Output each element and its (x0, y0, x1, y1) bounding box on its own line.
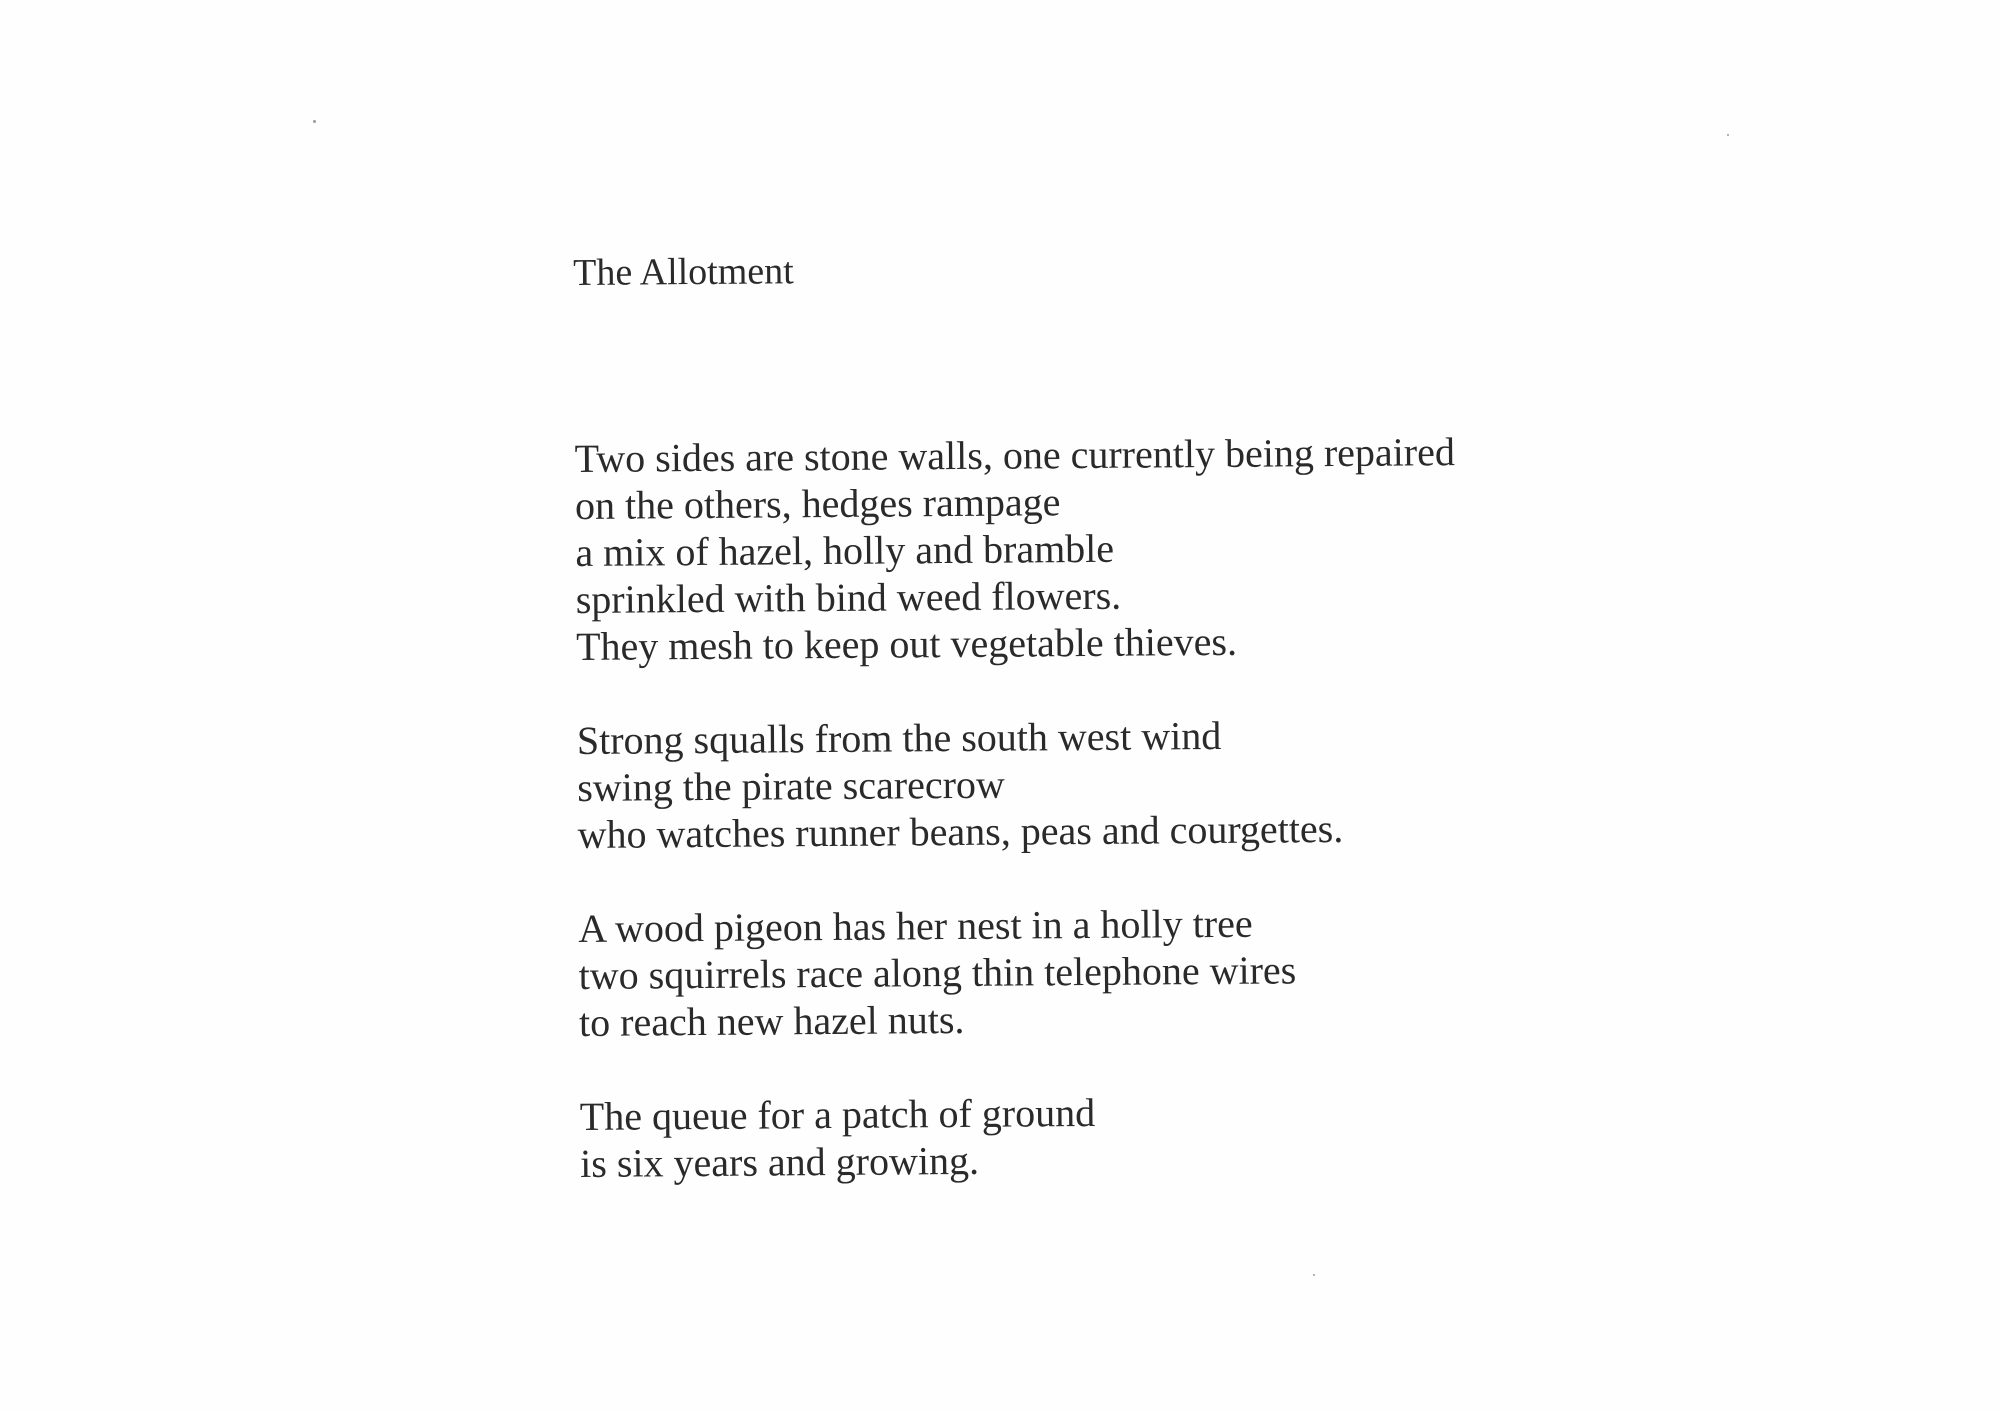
stanza (578, 897, 1579, 1046)
scan-speck (1727, 134, 1729, 136)
poem-line: The queue for a patch of ground (579, 1089, 1096, 1139)
poem-line: a mix of hazel, holly and bramble (575, 525, 1115, 575)
poem-line: swing the pirate scarecrow (577, 761, 1005, 810)
scan-speck (313, 120, 316, 123)
poem-line: to reach new hazel nuts. (578, 996, 965, 1045)
scan-speck (1313, 1274, 1315, 1276)
poem-line: Strong squalls from the south west wind (576, 712, 1222, 763)
poem-line: is six years and growing. (579, 1137, 980, 1186)
poem-title: The Allotment (573, 250, 794, 294)
stanza (577, 709, 1578, 858)
poem (573, 242, 1581, 1234)
stanza (580, 1085, 1581, 1187)
stanza (574, 427, 1576, 670)
poem-line: Two sides are stone walls, one currently being repaired (574, 429, 1456, 481)
poem-line: on the others, hedges rampage (574, 479, 1061, 528)
poem-line: They mesh to keep out vegetable thieves. (575, 618, 1238, 669)
poem-line: A wood pigeon has her nest in a holly tree (578, 900, 1253, 951)
poem-line: who watches runner beans, peas and courgettes. (577, 805, 1344, 857)
poem-line: two squirrels race along thin telephone wires (578, 947, 1297, 998)
poem-line: sprinkled with bind weed flowers. (575, 572, 1122, 622)
